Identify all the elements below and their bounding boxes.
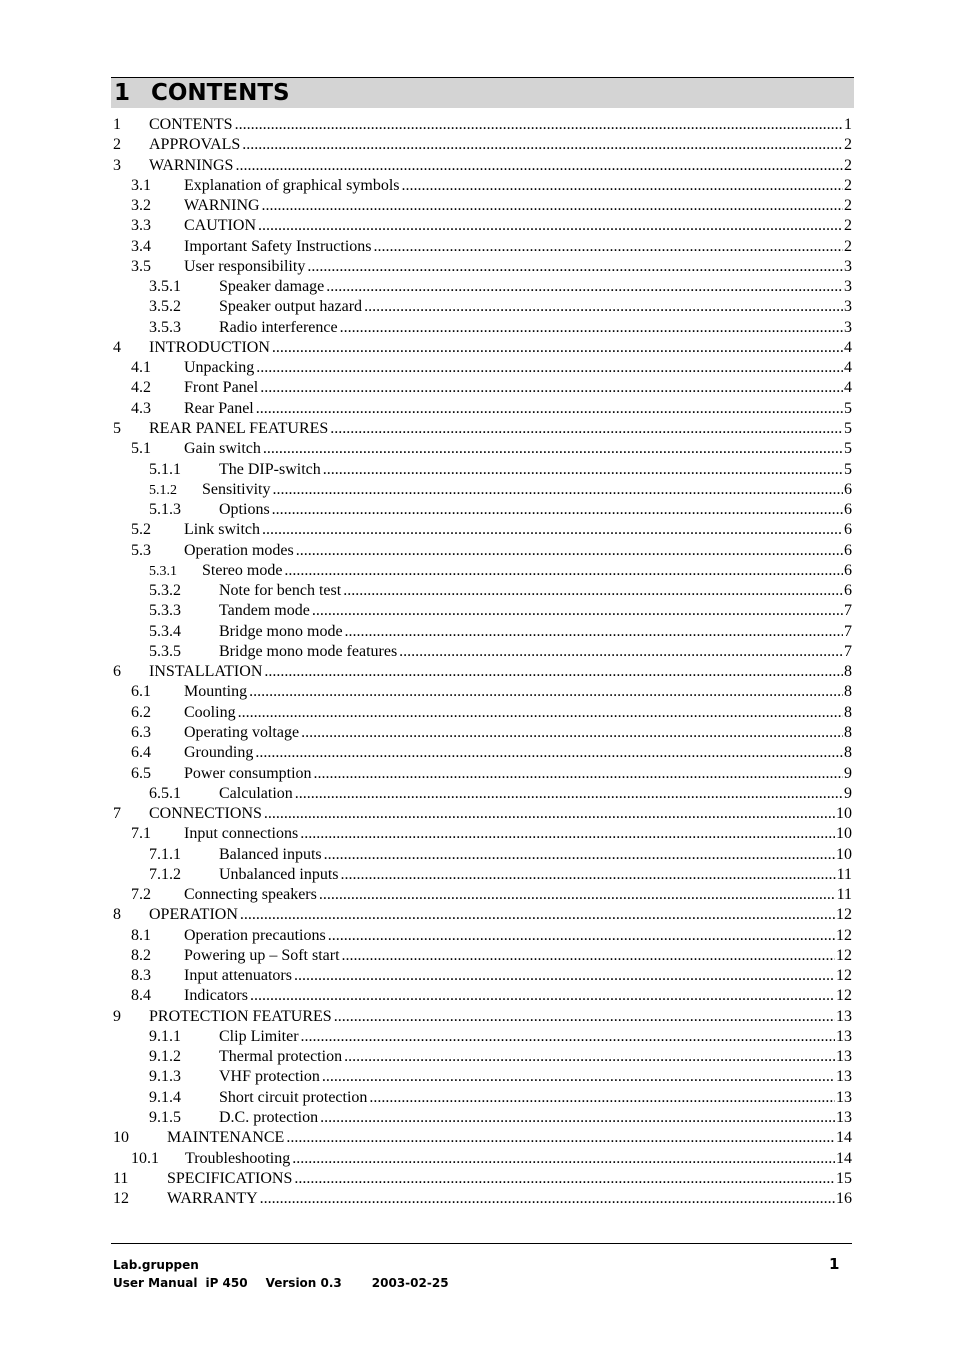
toc-dot-leader [264,662,843,682]
toc-entry[interactable] [113,419,852,439]
toc-entry-title: Clip Limiter [219,1027,299,1045]
toc-dot-leader [326,277,843,297]
toc-entry-page: 11 [836,886,852,904]
toc-entry[interactable] [113,642,852,662]
toc-entry-title: D.C. protection [219,1109,319,1127]
heading-number: 1 [114,80,131,106]
toc-entry[interactable] [113,622,852,642]
toc-dot-leader [307,257,843,277]
toc-entry[interactable] [113,439,852,459]
toc-entry[interactable] [113,804,852,824]
toc-dot-leader [260,378,843,398]
toc-entry-number: 10.1 [131,1149,159,1167]
toc-dot-leader [235,115,843,135]
toc-entry[interactable] [113,966,852,986]
toc-entry[interactable] [113,156,852,176]
toc-entry-number: 5.3.2 [149,582,181,600]
toc-entry-number: 9 [113,1007,121,1025]
toc-entry-page: 12 [836,946,852,964]
toc-entry-page: 2 [844,197,852,215]
toc-entry-number: 5.3.1 [149,563,177,579]
toc-entry-number: 5 [113,419,121,437]
toc-entry-page: 2 [844,176,852,194]
toc-entry[interactable] [113,885,852,905]
toc-entry[interactable] [113,297,852,317]
toc-entry-page: 12 [836,967,852,985]
toc-dot-leader [255,743,843,763]
toc-entry[interactable] [113,480,852,500]
toc-entry-title: Important Safety Instructions [184,237,372,255]
toc-entry-number: 12 [113,1190,129,1208]
toc-dot-leader [328,926,835,946]
toc-dot-leader [399,642,843,662]
toc-dot-leader [322,1067,835,1087]
toc-dot-leader [334,1007,835,1027]
toc-entry-number: 3 [113,156,121,174]
toc-dot-leader [250,986,835,1006]
toc-entry-page: 7 [844,622,852,640]
footer-doc-info [113,1276,449,1290]
toc-entry-page: 9 [844,764,852,782]
toc-entry-page: 8 [844,683,852,701]
toc-dot-leader [342,946,835,966]
toc-entry-number: 9.1.2 [149,1048,181,1066]
toc-entry-title: Indicators [184,987,248,1005]
toc-entry-page: 2 [844,217,852,235]
toc-entry-title: Powering up – Soft start [184,946,340,964]
toc-entry-page: 6 [844,521,852,539]
toc-entry-number: 6.2 [131,703,151,721]
toc-dot-leader [374,237,843,257]
toc-dot-leader [301,1027,835,1047]
toc-dot-leader [402,176,843,196]
toc-entry[interactable] [113,135,852,155]
toc-entry-title: Bridge mono mode features [219,642,398,660]
toc-entry-title: WARNING [184,197,260,215]
toc-entry-title: CONTENTS [149,116,233,133]
toc-entry-number: 7.2 [131,886,151,904]
toc-entry-title: Cooling [184,703,236,721]
toc-entry-title: Link switch [184,521,260,539]
toc-entry-title: PROTECTION FEATURES [149,1007,332,1025]
toc-entry-number: 4.2 [131,379,151,397]
toc-entry-title: Grounding [184,744,254,762]
toc-entry-page: 13 [836,1048,852,1066]
toc-dot-leader [320,1108,835,1128]
toc-entry[interactable] [113,1007,852,1027]
toc-entry-page: 8 [844,723,852,741]
toc-entry-page: 14 [836,1149,852,1167]
toc-entry-page: 6 [844,541,852,559]
toc-dot-leader [301,723,843,743]
page-number: 1 [829,1255,840,1273]
toc-entry-title: Speaker output hazard [219,298,363,316]
toc-entry-title: Operating voltage [184,723,300,741]
toc-entry-number: 9.1.4 [149,1088,181,1106]
toc-dot-leader [341,865,836,885]
toc-entry-page: 12 [836,987,852,1005]
toc-entry-number: 5.3.5 [149,642,181,660]
toc-entry-number: 4.1 [131,359,151,377]
toc-entry-number: 7 [113,805,121,823]
toc-entry-number: 9.1.3 [149,1068,181,1086]
toc-dot-leader [258,216,843,236]
toc-entry[interactable] [113,176,852,196]
toc-dot-leader [272,480,843,500]
toc-dot-leader [369,1088,835,1108]
toc-entry-number: 5.1.2 [149,482,177,498]
toc-entry-title: Gain switch [184,440,261,458]
footer-company: Lab.gruppen [113,1258,199,1272]
toc-entry-number: 8.1 [131,926,151,944]
toc-entry[interactable] [113,723,852,743]
toc-entry[interactable] [113,1067,852,1087]
toc-dot-leader [256,358,843,378]
toc-entry-page: 5 [844,460,852,478]
toc-entry-page: 6 [844,561,852,579]
toc-entry-title: The DIP-switch [219,460,321,478]
toc-entry-title: Options [219,501,270,519]
toc-entry[interactable] [113,703,852,723]
toc-entry-number: 4 [113,338,121,356]
toc-entry[interactable] [113,358,852,378]
toc-dot-leader [324,845,835,865]
toc-entry[interactable] [113,946,852,966]
toc-entry-title: Operation precautions [184,926,326,944]
toc-entry[interactable] [113,845,852,865]
toc-dot-leader [238,703,843,723]
toc-entry-page: 16 [836,1190,852,1208]
toc-dot-leader [343,581,843,601]
toc-dot-leader [272,500,843,520]
toc-entry-page: 14 [836,1129,852,1147]
toc-dot-leader [249,682,843,702]
toc-entry-number: 6 [113,663,121,681]
table-of-contents [113,115,852,1209]
toc-entry-title: Connecting speakers [184,886,317,904]
toc-entry-page: 10 [836,805,852,823]
toc-entry-number: 3.3 [131,217,151,235]
toc-entry-title: VHF protection [219,1068,320,1086]
toc-dot-leader [312,601,843,621]
toc-entry-title: REAR PANEL FEATURES [149,419,329,437]
toc-entry-title: Speaker damage [219,278,325,296]
toc-entry-page: 12 [836,926,852,944]
toc-entry-title: Power consumption [184,764,312,782]
toc-dot-leader [263,439,843,459]
toc-entry-title: Unbalanced inputs [219,865,339,883]
toc-entry[interactable] [113,905,852,925]
toc-entry-number: 5.3.4 [149,622,181,640]
toc-entry[interactable] [113,1149,852,1169]
toc-entry-page: 8 [844,744,852,762]
toc-entry-number: 8.2 [131,946,151,964]
toc-entry-title: Front Panel [184,379,259,397]
toc-dot-leader [296,541,843,561]
toc-entry[interactable] [113,1169,852,1189]
toc-entry-number: 6.3 [131,723,151,741]
toc-entry-title: Bridge mono mode [219,622,343,640]
toc-entry-page: 5 [844,419,852,437]
toc-entry-number: 8.4 [131,987,151,1005]
toc-entry-number: 7.1 [131,825,151,843]
toc-entry[interactable] [113,865,852,885]
toc-entry-page: 1 [844,116,852,133]
toc-entry-page: 13 [836,1007,852,1025]
toc-entry-page: 13 [836,1088,852,1106]
toc-dot-leader [364,297,843,317]
toc-dot-leader [264,804,835,824]
toc-entry-page: 4 [844,359,852,377]
toc-entry-title: Thermal protection [219,1048,343,1066]
toc-entry-page: 9 [844,784,852,802]
toc-entry-number: 7.1.1 [149,845,181,863]
toc-entry-title: Tandem mode [219,602,310,620]
toc-entry-number: 7.1.2 [149,865,181,883]
toc-entry-title: Note for bench test [219,582,342,600]
toc-entry-title: APPROVALS [149,136,241,154]
toc-entry-title: Unpacking [184,359,255,377]
toc-entry-page: 3 [844,298,852,316]
toc-entry-title: Sensitivity [202,480,271,498]
toc-entry[interactable] [113,500,852,520]
toc-entry-page: 3 [844,318,852,336]
toc-entry[interactable] [113,541,852,561]
toc-entry[interactable] [113,682,852,702]
toc-entry-number: 6.5 [131,764,151,782]
footer-date: 2003-02-25 [371,1276,449,1290]
toc-entry[interactable] [113,520,852,540]
toc-entry-title: Operation modes [184,541,294,559]
toc-entry-page: 7 [844,602,852,620]
toc-entry-page: 13 [836,1109,852,1127]
toc-entry-title: Mounting [184,683,248,701]
toc-entry-page: 13 [836,1027,852,1045]
toc-entry-title: Short circuit protection [219,1088,368,1106]
toc-entry-title: Input attenuators [184,967,292,985]
toc-entry-title: MAINTENANCE [167,1129,285,1147]
toc-entry-number: 9.1.1 [149,1027,181,1045]
toc-entry-number: 6.1 [131,683,151,701]
toc-entry-number: 3.5 [131,257,151,275]
toc-entry[interactable] [113,824,852,844]
toc-entry-page: 3 [844,257,852,275]
toc-entry-page: 2 [844,156,852,174]
toc-entry-title: WARRANTY [167,1190,258,1208]
toc-entry-page: 13 [836,1068,852,1086]
toc-entry[interactable] [113,764,852,784]
toc-entry-title: WARNINGS [149,156,234,174]
toc-entry[interactable] [113,1108,852,1128]
toc-entry-page: 10 [836,825,852,843]
toc-entry-page: 6 [844,582,852,600]
toc-entry[interactable] [113,196,852,216]
toc-entry-number: 3.4 [131,237,151,255]
toc-entry[interactable] [113,318,852,338]
toc-entry-page: 15 [836,1169,852,1187]
toc-entry-page: 2 [844,136,852,154]
toc-dot-leader [284,561,843,581]
toc-entry-title: Troubleshooting [185,1149,291,1167]
toc-entry[interactable] [113,277,852,297]
toc-entry[interactable] [113,1189,852,1209]
toc-entry-page: 11 [836,865,852,883]
toc-entry-number: 5.3.3 [149,602,181,620]
toc-entry-number: 3.5.3 [149,318,181,336]
toc-dot-leader [319,885,836,905]
toc-entry-title: Input connections [184,825,299,843]
heading-title: CONTENTS [151,80,290,106]
toc-entry-number: 5.1 [131,440,151,458]
toc-entry-title: INSTALLATION [149,663,263,681]
toc-dot-leader [340,318,843,338]
toc-dot-leader [240,905,835,925]
toc-dot-leader [235,156,843,176]
toc-entry-number: 6.4 [131,744,151,762]
toc-entry-page: 6 [844,480,852,498]
toc-dot-leader [294,1169,835,1189]
toc-entry[interactable] [113,338,852,358]
toc-dot-leader [344,1047,835,1067]
toc-entry-page: 7 [844,642,852,660]
toc-entry[interactable] [113,1088,852,1108]
toc-entry-page: 6 [844,501,852,519]
toc-entry-number: 10 [113,1129,129,1147]
toc-dot-leader [294,966,835,986]
toc-entry[interactable] [113,1047,852,1067]
toc-dot-leader [345,622,843,642]
toc-entry-title: User responsibility [184,257,306,275]
toc-entry-page: 12 [836,906,852,924]
toc-entry-number: 3.5.2 [149,298,181,316]
toc-entry-title: CAUTION [184,217,256,235]
footer-version: Version 0.3 [265,1276,342,1290]
toc-entry-number: 3.2 [131,197,151,215]
toc-entry-title: OPERATION [149,906,238,924]
toc-entry-page: 5 [844,399,852,417]
toc-entry-page: 3 [844,278,852,296]
toc-entry-number: 8.3 [131,967,151,985]
toc-entry-title: INTRODUCTION [149,338,270,356]
toc-entry[interactable] [113,1128,852,1148]
section-heading [111,77,854,108]
toc-dot-leader [330,419,843,439]
toc-entry-number: 8 [113,906,121,924]
toc-entry[interactable] [113,115,852,135]
toc-entry[interactable] [113,460,852,480]
toc-dot-leader [256,399,843,419]
toc-entry-title: Radio interference [219,318,338,336]
toc-entry-page: 4 [844,338,852,356]
toc-entry[interactable] [113,743,852,763]
toc-entry-page: 5 [844,440,852,458]
toc-entry[interactable] [113,986,852,1006]
toc-entry-number: 5.2 [131,521,151,539]
toc-entry-title: Rear Panel [184,399,254,417]
toc-entry-page: 10 [836,845,852,863]
toc-entry[interactable] [113,561,852,581]
toc-dot-leader [260,1189,835,1209]
toc-entry-number: 3.5.1 [149,278,181,296]
toc-entry-number: 5.1.1 [149,460,181,478]
toc-entry-title: SPECIFICATIONS [167,1169,293,1187]
toc-entry-title: Stereo mode [202,561,283,579]
toc-entry-title: Calculation [219,784,293,802]
footer-doc: User Manual [113,1276,198,1290]
toc-entry[interactable] [113,581,852,601]
toc-dot-leader [262,196,843,216]
toc-entry-title: Explanation of graphical symbols [184,176,400,194]
toc-entry[interactable] [113,237,852,257]
toc-entry[interactable] [113,378,852,398]
toc-entry-number: 9.1.5 [149,1109,181,1127]
toc-dot-leader [286,1128,835,1148]
toc-entry[interactable] [113,926,852,946]
toc-dot-leader [272,338,843,358]
toc-dot-leader [242,135,843,155]
toc-entry[interactable] [113,662,852,682]
toc-entry-page: 8 [844,703,852,721]
toc-entry[interactable] [113,216,852,236]
toc-entry[interactable] [113,257,852,277]
toc-dot-leader [300,824,835,844]
toc-entry-page: 2 [844,237,852,255]
toc-dot-leader [292,1149,835,1169]
toc-entry-number: 5.1.3 [149,501,181,519]
footer-divider [111,1243,852,1244]
toc-dot-leader [323,460,843,480]
toc-entry-page: 4 [844,379,852,397]
toc-entry[interactable] [113,601,852,621]
toc-entry-number: 2 [113,136,121,154]
toc-entry[interactable] [113,784,852,804]
toc-entry-number: 5.3 [131,541,151,559]
toc-entry[interactable] [113,1027,852,1047]
toc-entry[interactable] [113,399,852,419]
toc-entry-number: 11 [113,1169,129,1187]
toc-entry-title: Balanced inputs [219,845,322,863]
toc-entry-number: 6.5.1 [149,784,181,802]
footer-model: iP 450 [205,1276,248,1290]
toc-entry-number: 1 [113,116,121,133]
toc-dot-leader [314,764,843,784]
toc-dot-leader [262,520,843,540]
toc-entry-number: 3.1 [131,176,151,194]
toc-entry-page: 8 [844,663,852,681]
toc-dot-leader [295,784,843,804]
toc-entry-number: 4.3 [131,399,151,417]
toc-entry-title: CONNECTIONS [149,805,262,823]
